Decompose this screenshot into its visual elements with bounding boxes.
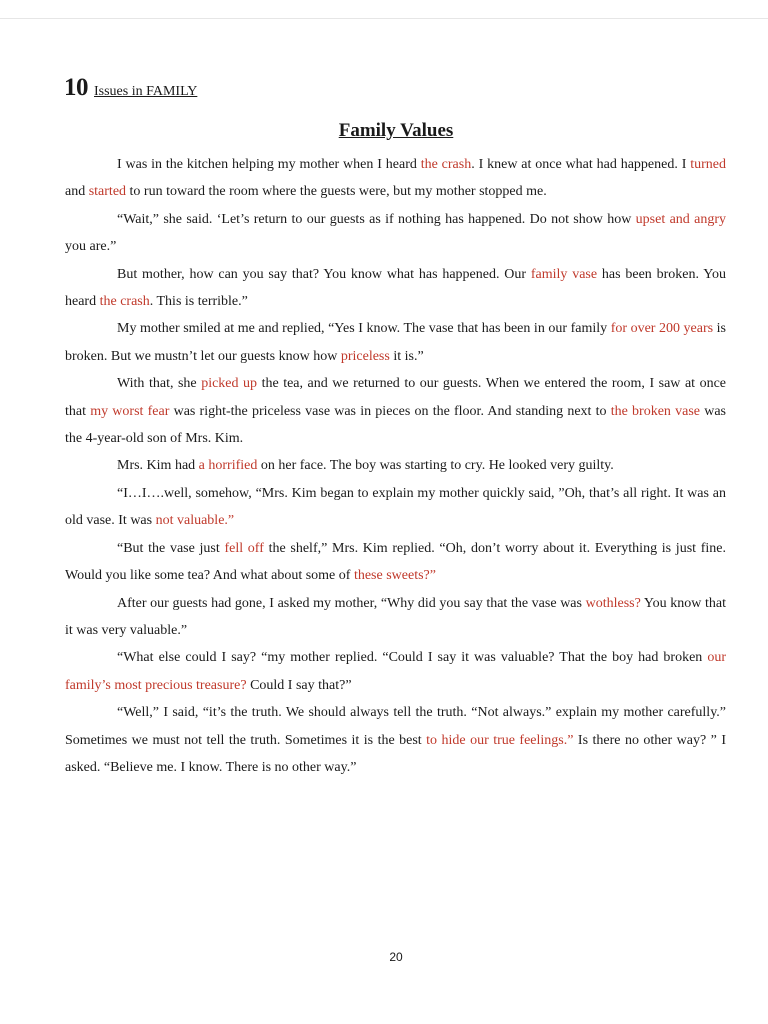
text-run: to run toward the room where the guests were, but my mother stopped me. xyxy=(126,184,547,200)
text-run: Is there no other way? ” I asked. “Believe me. I know. There is no other way.” xyxy=(65,732,726,775)
text-run: has been broken. You heard xyxy=(65,266,726,310)
text-run: you are.” xyxy=(65,239,117,255)
paragraph xyxy=(65,535,726,590)
highlighted-phrase: the crash xyxy=(420,157,472,172)
highlighted-phrase: these sweets?” xyxy=(353,568,436,584)
highlighted-phrase: priceless xyxy=(340,348,390,364)
highlighted-phrase: picked up xyxy=(201,376,258,392)
text-run: With that, she xyxy=(117,376,202,392)
story-title: Family Values xyxy=(338,120,454,141)
text-run: I was in the kitchen helping my mother when I heard xyxy=(117,157,421,172)
text-run: was right-the priceless vase was in pieces on the floor. And standing next to xyxy=(169,403,611,419)
paragraph xyxy=(65,151,726,206)
paragraph xyxy=(65,452,726,479)
text-run: After our guests had gone, I asked my mother, “Why did you say that the vase was xyxy=(117,595,586,611)
highlighted-phrase: a horrified xyxy=(198,458,258,474)
paragraph xyxy=(65,644,726,699)
highlighted-phrase: wothless? xyxy=(585,595,641,611)
text-run: on her face. The boy was starting to cry. He looked very guilty. xyxy=(257,458,614,474)
highlighted-phrase: turned xyxy=(690,157,726,172)
text-run: . This is terrible.” xyxy=(149,294,248,310)
chapter-number: 10 xyxy=(64,74,88,101)
text-run: “But the vase just xyxy=(117,540,225,556)
paragraph xyxy=(65,261,726,316)
paragraph xyxy=(65,206,726,261)
paragraph xyxy=(65,370,726,452)
top-rule xyxy=(0,18,768,19)
highlighted-phrase: our family’s most precious treasure? xyxy=(65,650,726,693)
highlighted-phrase: upset and angry xyxy=(635,211,726,227)
text-run: “What else could I say? “my mother replied. “Could I say it was valuable? That the boy had broken xyxy=(117,650,708,666)
page-number: 20 xyxy=(389,950,403,964)
paragraph xyxy=(65,315,726,370)
highlighted-phrase: the broken vase xyxy=(610,403,701,419)
text-run: “Wait,” she said. ‘Let’s return to our guests as if nothing has happened. Do not show how xyxy=(117,211,636,227)
text-run: it is.” xyxy=(389,348,424,364)
highlighted-phrase: not valuable.” xyxy=(155,513,235,529)
text-run: was the 4-year-old son of Mrs. Kim. xyxy=(65,403,726,447)
highlighted-phrase: the crash xyxy=(99,294,150,310)
text-run: the shelf,” Mrs. Kim replied. “Oh, don’t worry about it. Everything is just fine. Would you like some tea? And what about some of xyxy=(65,540,727,584)
paragraph xyxy=(65,699,726,781)
page-header xyxy=(64,74,197,102)
highlighted-phrase: my worst fear xyxy=(90,403,170,419)
text-run: is broken. But we mustn’t let our guests know how xyxy=(65,321,726,364)
paragraph xyxy=(65,480,726,535)
highlighted-phrase: for over 200 years xyxy=(610,321,714,337)
text-run: and xyxy=(65,184,89,200)
text-run: My mother smiled at me and replied, “Yes I know. The vase that has been in our family xyxy=(117,321,611,337)
text-run: But mother, how can you say that? You know what has happened. Our xyxy=(117,266,531,282)
text-run: Could I say that?” xyxy=(246,677,352,693)
highlighted-phrase: fell off xyxy=(224,540,264,556)
story-body xyxy=(65,151,726,781)
text-run: Mrs. Kim had xyxy=(117,458,199,474)
text-run: You know that it was very valuable.” xyxy=(65,595,726,638)
highlighted-phrase: to hide our true feelings.” xyxy=(426,732,574,748)
chapter-title: Issues in FAMILY xyxy=(94,84,198,99)
paragraph xyxy=(65,590,726,645)
highlighted-phrase: family vase xyxy=(530,266,598,282)
text-run: . I knew at once what had happened. I xyxy=(471,157,691,172)
text-run: “I…I….well, somehow, “Mrs. Kim began to explain my mother quickly said, ”Oh, that’s all right. It was an old vase. It was xyxy=(65,485,726,529)
text-run: the tea, and we returned to our guests. When we entered the room, I saw at once that xyxy=(65,376,727,419)
text-run: “Well,” I said, “it’s the truth. We should always tell the truth. “Not always.” explain my mother carefully.” Sometimes we must not tell the truth. Sometimes it is the best xyxy=(65,705,726,748)
highlighted-phrase: started xyxy=(88,184,127,200)
